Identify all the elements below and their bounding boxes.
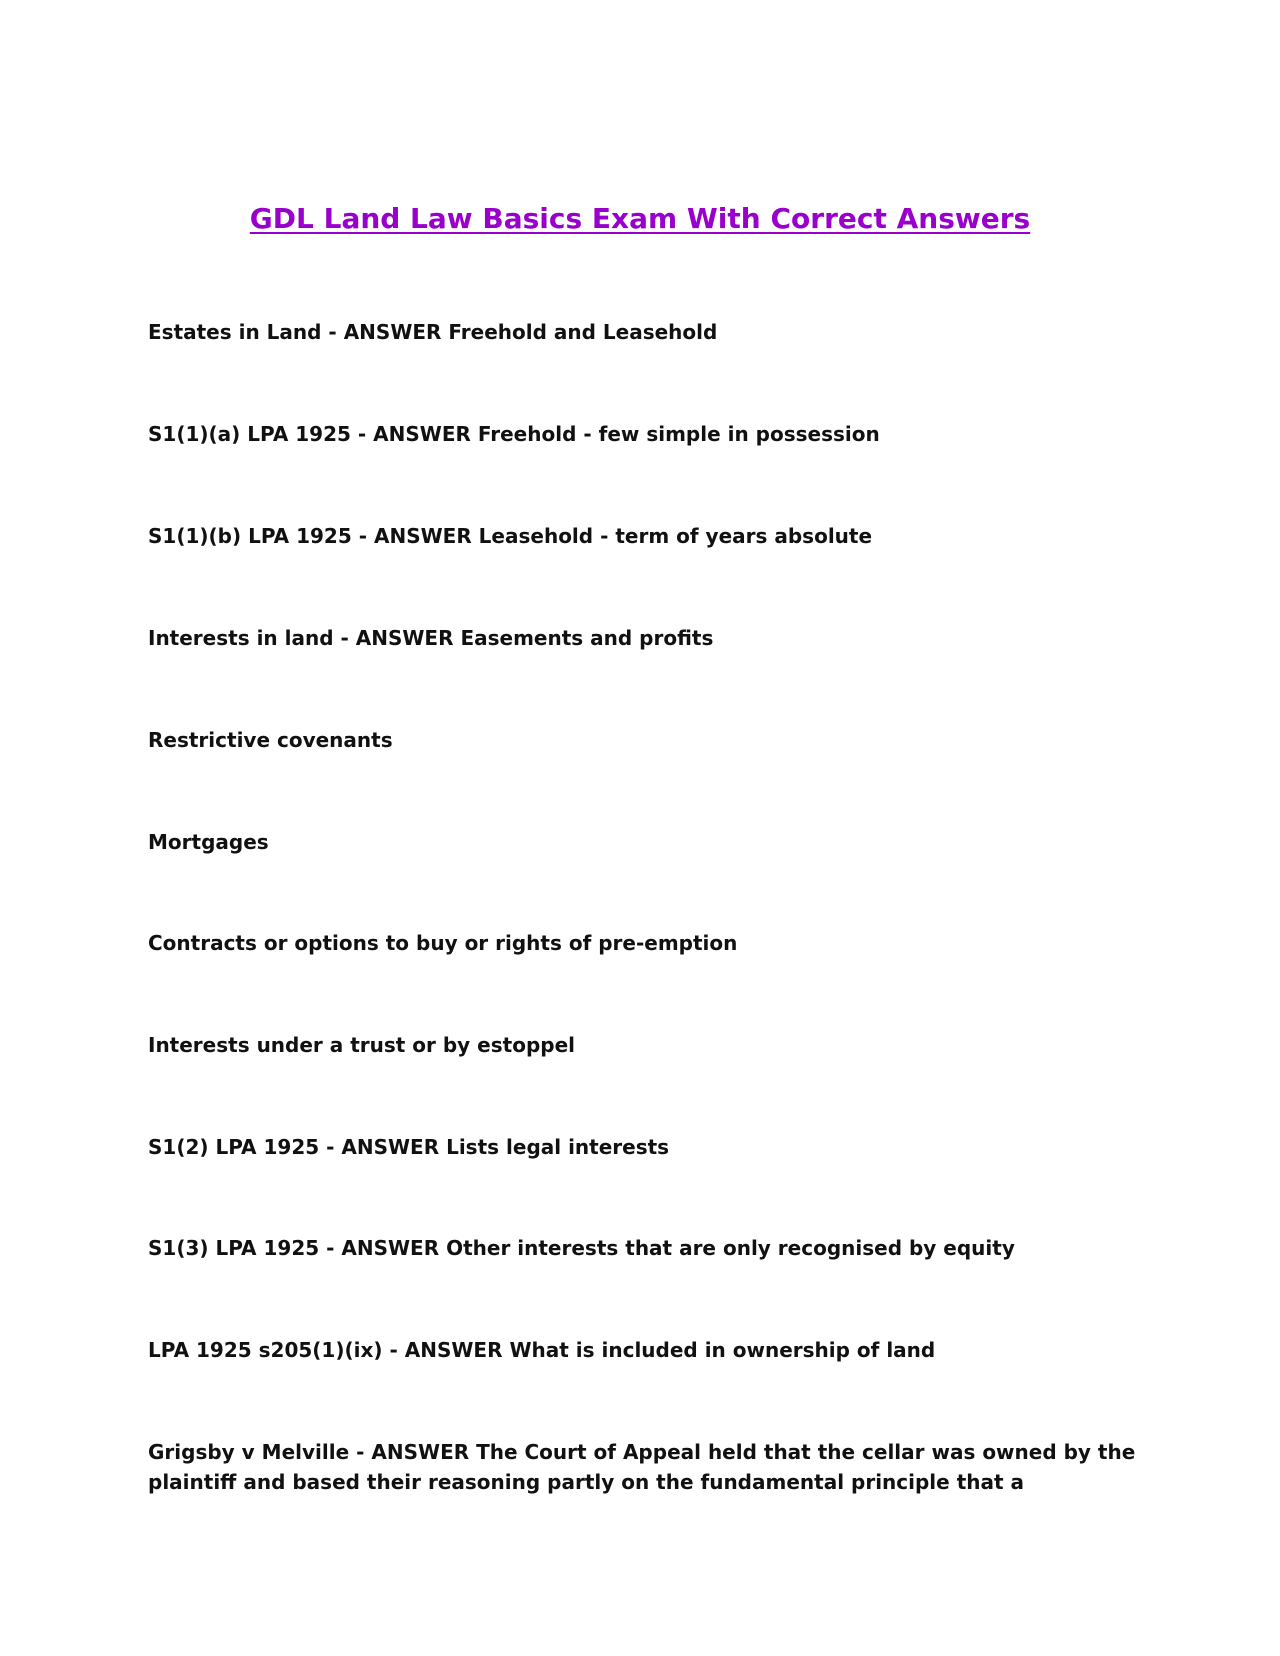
entry-s1-2: S1(2) LPA 1925 - ANSWER Lists legal interests	[148, 1135, 670, 1159]
document-title: GDL Land Law Basics Exam With Correct Answers	[249, 202, 1031, 235]
entry-s1-3: S1(3) LPA 1925 - ANSWER Other interests that are only recognised by equity	[148, 1236, 1015, 1260]
entry-contracts-options: Contracts or options to buy or rights of pre-emption	[148, 931, 738, 955]
entry-s1-1-b: S1(1)(b) LPA 1925 - ANSWER Leasehold - term of years absolute	[148, 524, 873, 548]
entry-s205: LPA 1925 s205(1)(ix) - ANSWER What is included in ownership of land	[148, 1338, 936, 1362]
entry-interests-under-trust: Interests under a trust or by estoppel	[148, 1033, 576, 1057]
entry-grigsby-v-melville: Grigsby v Melville - ANSWER The Court of Appeal held that the cellar was owned by the plaintiff and based their reasoning partly on the fundamental principle that a	[148, 1440, 1136, 1494]
entry-estates-in-land: Estates in Land - ANSWER Freehold and Leasehold	[148, 320, 718, 344]
entry-restrictive-covenants: Restrictive covenants	[148, 728, 393, 752]
entry-s1-1-a: S1(1)(a) LPA 1925 - ANSWER Freehold - few simple in possession	[148, 422, 880, 446]
entry-mortgages: Mortgages	[148, 830, 269, 854]
entry-interests-in-land: Interests in land - ANSWER Easements and profits	[148, 626, 714, 650]
